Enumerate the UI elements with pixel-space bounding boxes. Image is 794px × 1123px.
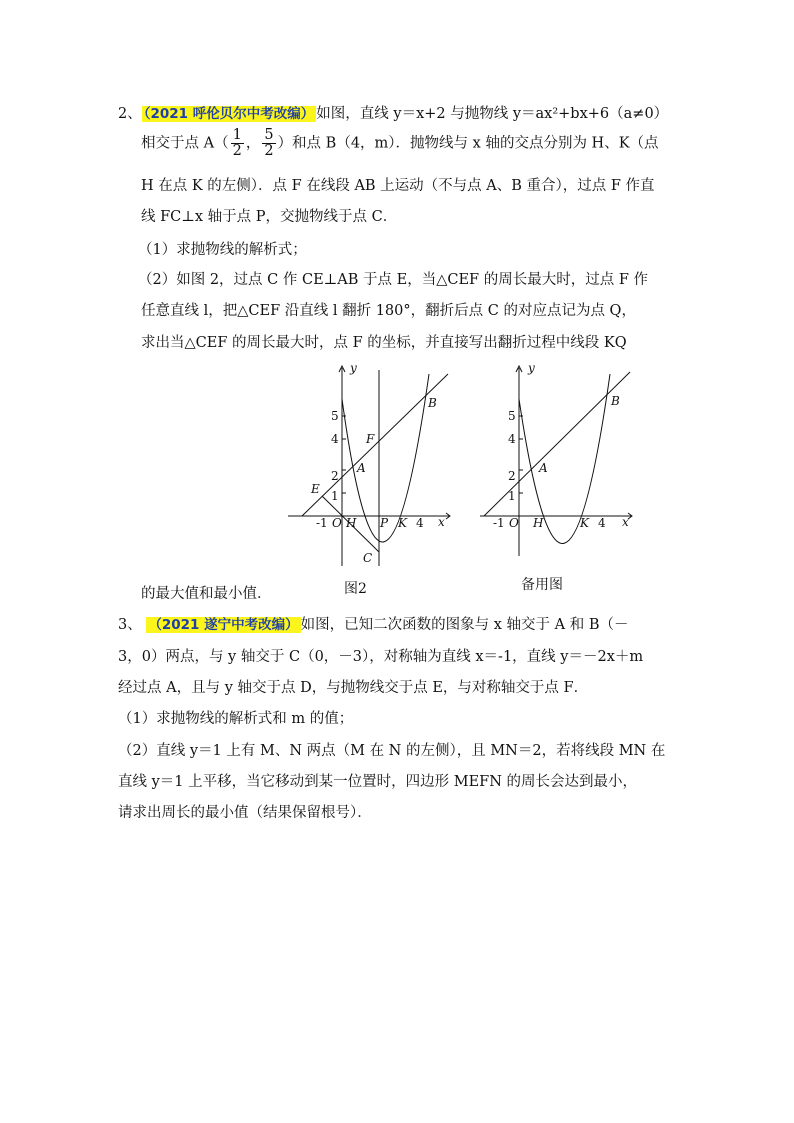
fraction-5-2 [262,128,275,159]
fraction-numerator: 5 [264,127,274,143]
problem-3-line-3: 经过点 A，且与 y 轴交于点 D，与抛物线交于点 E，与对称轴交于点 F． [118,680,589,696]
problem-2-question-2-line-1: （2）如图 2，过点 C 作 CE⊥AB 于点 E，当△CEF 的周长最大时，过点 F 作 [138,272,649,288]
tick-y-4: 4 [331,432,339,446]
problem-2-line-3: H 在点 K 的左侧）．点 F 在线段 AB 上运动（不与点 A、B 重合），过点 F 作直 [141,178,655,194]
comma-separator: ， [245,135,261,152]
tick-y-2: 2 [331,469,339,483]
point-k-label: K [580,516,589,530]
tick-neg1: -1 [316,516,328,530]
problem-2-line-4: 线 FC⊥x 轴于点 P，交抛物线于点 C． [141,209,398,225]
problem-2-question-2-line-3: 求出当△CEF 的周长最大时，点 F 的坐标，并直接写出翻折过程中线段 KQ [141,335,627,351]
backup-graph-caption: 备用图 [521,577,563,593]
point-b-text: ）和点 B（4，m）．抛物线与 x 轴的交点分别为 H、K（点 [277,135,659,152]
problem-3-question-2-line-1: （2）直线 y＝1 上有 M、N 两点（M 在 N 的左侧），且 MN＝2，若将线段 MN 在 [118,743,666,759]
point-b-label: B [611,394,620,408]
problem-2-question-2-line-2: 任意直线 l，把△CEF 沿直线 l 翻折 180°，翻折后点 C 的对应点记为点 Q， [141,303,636,319]
problem-2-source-tag: （2021 呼伦贝尔中考改编） [143,106,315,122]
backup-graph [476,362,636,562]
problem-2-question-2-line-4: 的最大值和最小值． [141,586,272,602]
problem-3-source-tag: （2021 遂宁中考改编） [148,617,299,633]
figure-2-caption: 图2 [344,581,367,597]
problem-3-line-2: 3，0）两点，与 y 轴交于 C（0，－3），对称轴为直线 x＝-1，直线 y＝－2x＋m [118,649,644,665]
point-c-label: C [363,551,373,565]
point-k-label: K [398,516,407,530]
figure-2-graph [283,362,453,577]
origin-label: O [509,516,519,530]
fraction-denominator: 2 [232,143,242,159]
tick-y-4: 4 [508,432,516,446]
tick-y-5: 5 [331,409,339,423]
problem-3-line-1-text: 如图，已知二次函数的图象与 x 轴交于 A 和 B（－ [300,617,629,633]
problem-3-question-2-line-3: 请求出周长的最小值（结果保留根号）． [118,805,372,821]
tick-y-5: 5 [508,409,516,423]
x-axis-label: x [622,515,629,529]
point-h-label: H [533,516,544,530]
point-a-label: A [539,461,548,475]
tick-neg1: -1 [493,516,505,530]
fraction-denominator: 2 [264,143,274,159]
problem-2-line-1-text: 如图，直线 y＝x+2 与抛物线 y＝ax²+bx+6（a≠0） [316,106,669,122]
x-axis-label: x [438,515,445,529]
point-h-label: H [346,516,357,530]
tick-x-4: 4 [598,516,606,530]
problem-3-question-1: （1）求抛物线的解析式和 m 的值； [118,711,354,727]
point-b-label: B [428,396,437,410]
problem-2-number: 2、 [118,106,142,122]
point-a-label: A [357,461,366,475]
problem-3-question-2-line-2: 直线 y＝1 上平移，当它移动到某一位置时，四边形 MEFN 的周长会达到最小， [118,774,638,790]
tick-x-4: 4 [416,516,424,530]
y-axis-label: y [350,362,357,375]
problem-3-line-1 [118,613,628,634]
problem-3-number: 3、 [118,617,142,633]
point-f-label: F [366,432,375,446]
tick-y-1: 1 [331,489,339,503]
point-a-prefix: 相交于点 A（ [141,135,229,152]
y-axis-label: y [528,362,535,375]
point-p-label: P [380,516,389,530]
fraction-1-2 [231,128,244,159]
fraction-numerator: 1 [232,127,242,143]
tick-y-1: 1 [508,489,516,503]
problem-2-line-2 [141,128,659,159]
point-e-label: E [311,482,320,496]
tick-y-2: 2 [508,469,516,483]
origin-label: O [332,516,342,530]
line-ab [484,372,630,516]
problem-2-question-1: （1）求抛物线的解析式； [138,242,307,258]
problem-2-line-1 [118,102,668,123]
